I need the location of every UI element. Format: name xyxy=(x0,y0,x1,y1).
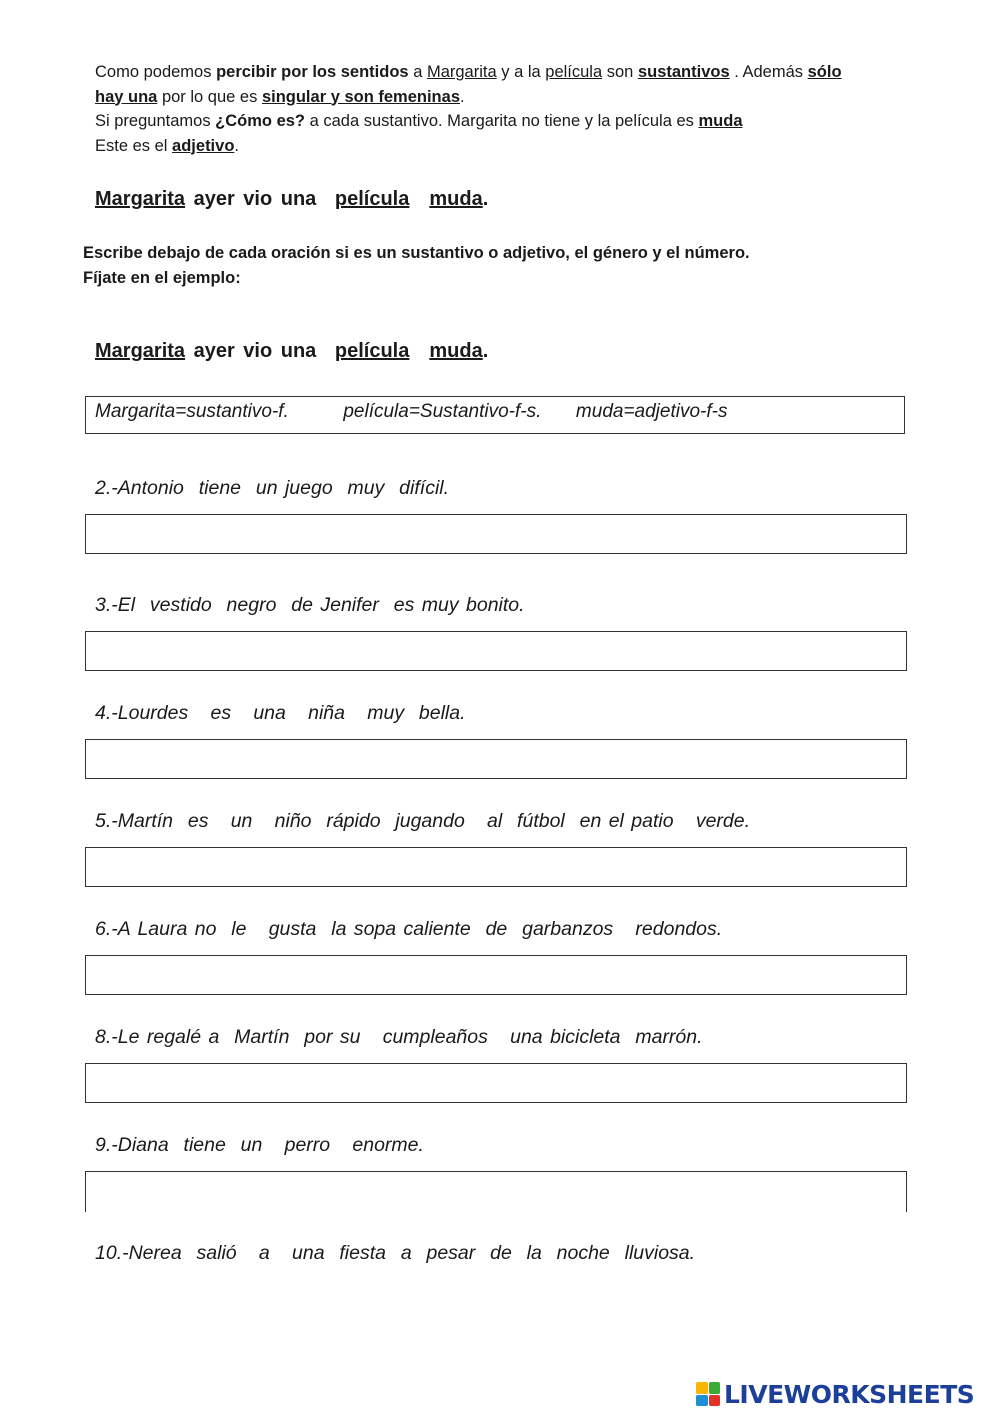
answer-input-3[interactable] xyxy=(85,631,907,671)
intro-line-4: Este es el adjetivo. xyxy=(95,136,239,155)
intro-line-3: Si preguntamos ¿Cómo es? a cada sustantivo. Margarita no tiene y la película es muda xyxy=(95,112,743,130)
question-2: 2.-Antonio tiene un juego muy difícil. xyxy=(95,477,450,499)
intro-line-2: hay una por lo que es singular y son femeninas. xyxy=(95,87,465,106)
question-8: 8.-Le regalé a Martín por su cumpleaños una bicicleta marrón. xyxy=(95,1026,703,1048)
answer-input-2[interactable] xyxy=(85,514,907,554)
question-5: 5.-Martín es un niño rápido jugando al fútbol en el patio verde. xyxy=(95,810,751,832)
liveworksheets-logo-text: LIVEWORKSHEETS xyxy=(724,1379,975,1409)
intro-line-1: Como podemos percibir por los sentidos a Margarita y a la película son sustantivos . Además sólo xyxy=(95,63,842,81)
question-3: 3.-El vestido negro de Jenifer es muy bonito. xyxy=(95,594,525,616)
question-9: 9.-Diana tiene un perro enorme. xyxy=(95,1134,424,1156)
answer-input-5[interactable] xyxy=(85,847,907,887)
liveworksheets-logo-icon xyxy=(696,1382,720,1406)
instructions: Escribe debajo de cada oración si es un sustantivo o adjetivo, el género y el número. Fíjate en el ejemplo: xyxy=(83,244,750,287)
question-10: 10.-Nerea salió a una fiesta a pesar de la noche lluviosa. xyxy=(95,1242,696,1264)
question-4: 4.-Lourdes es una niña muy bella. xyxy=(95,702,466,724)
answer-input-9[interactable] xyxy=(85,1171,907,1212)
answer-input-4[interactable] xyxy=(85,739,907,779)
liveworksheets-logo xyxy=(696,1377,974,1411)
example-answer-box: Margarita=sustantivo-f. película=Sustantivo-f-s. muda=adjetivo-f-s xyxy=(85,396,905,434)
model-sentence-example: Margarita ayer vio una película muda. xyxy=(95,340,489,362)
intro-text xyxy=(95,60,915,158)
question-6: 6.-A Laura no le gusta la sopa caliente de garbanzos redondos. xyxy=(95,918,723,940)
answer-input-6[interactable] xyxy=(85,955,907,995)
answer-input-8[interactable] xyxy=(85,1063,907,1103)
model-sentence-top: Margarita ayer vio una película muda. xyxy=(95,188,489,210)
